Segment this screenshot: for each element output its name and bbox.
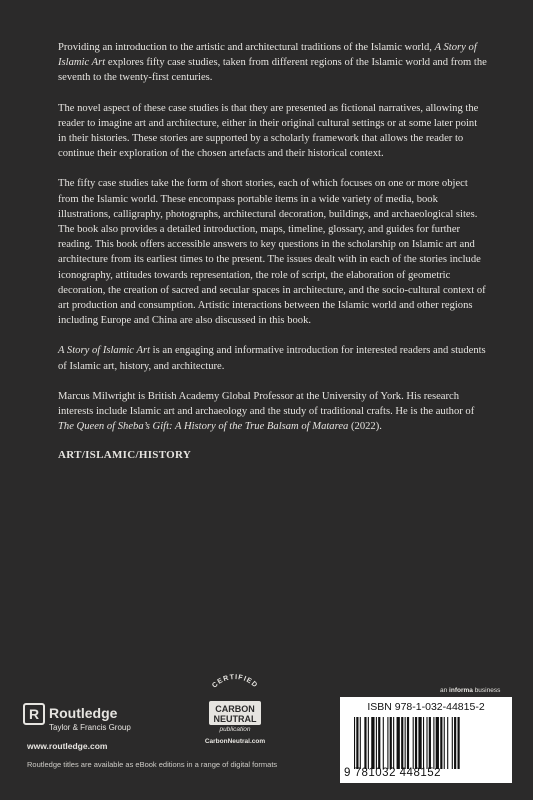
barcode-bar xyxy=(405,717,406,769)
barcode-bar xyxy=(418,717,421,769)
barcode-bar xyxy=(364,717,366,769)
barcode-bars xyxy=(354,717,498,769)
routledge-r-icon: R xyxy=(23,703,45,725)
barcode-digits: 9 781032 448152 xyxy=(344,767,442,779)
barcode-bar xyxy=(397,717,400,769)
barcode-bar xyxy=(376,717,377,769)
ebook-note: Routledge titles are available as eBook editions in a range of digital formats xyxy=(27,760,278,769)
publisher-url: www.routledge.com xyxy=(27,741,108,751)
barcode-bar xyxy=(360,717,361,769)
barcode-bar xyxy=(368,717,369,769)
carbon-seal-line1: CARBON xyxy=(215,704,255,714)
barcode-bar xyxy=(458,717,460,769)
subject-category: ART/ISLAMIC/HISTORY xyxy=(58,449,192,462)
informa-business-label: an informa business xyxy=(440,687,501,694)
paragraph-case-studies: The fifty case studies take the form of short stories, each of which focuses on one or more object from the Islamic world. These encompass portable items in a wide variety of media, book illustrations, calligraphy, photographs, architectural decoration, buildings, and archaeological sites. The book also provides a detailed introduction, maps, timeline, glossary, and guides for further reading. This book offers accessible answers to key questions in the scholarship on Islamic art and architecture from its earliest times to the present. The issues dealt with in each of the stories include iconography, attitudes towards representation, the role of script, the elaboration of geometric decoration, the creation of sacred and secular spaces in architecture, and the socio-cultural context of art production and consumption. Artistic interactions between the Islamic world and other regions including Europe and China are also discussed in this book. xyxy=(58,178,486,327)
other-book-title: The Queen of Sheba’s Gift: A History of the True Balsam of Matarea xyxy=(58,421,349,433)
barcode-bar xyxy=(407,717,409,769)
barcode-bar xyxy=(401,717,403,769)
barcode-bar xyxy=(387,717,388,769)
paragraph-narratives: The novel aspect of these case studies is that they are presented as fictional narratives, allowing the reader to imagine art and architecture, either in their original cultural settings or at some later point in their histories. These stories are supported by a scholarly framework that allows the reader to continue their exploration of the chosen artefacts and their historical context. xyxy=(58,102,479,160)
barcode-bar xyxy=(454,717,456,769)
barcode-bar xyxy=(447,717,448,769)
carbon-seal-top-text: CERTIFIED xyxy=(211,674,259,690)
barcode-bar xyxy=(393,717,394,769)
carbon-seal-line2: NEUTRAL xyxy=(213,714,257,724)
carbon-url: CarbonNeutral.com xyxy=(204,738,266,745)
author-bio: Marcus Milwright is British Academy Global Professor at the University of York. His research interests include Islamic art and archaeology and the study of traditional crafts. He is the author of The Queen of Sheba’s Gift: A History of the True Balsam of Matarea (2022). xyxy=(58,390,475,433)
barcode-bar xyxy=(415,717,417,769)
paragraph-intro: Providing an introduction to the artistic and architectural traditions of the Islamic world, A Story of Islamic Art explores fifty case studies, taken from different regions of the Islamic world and from the seventh to the twenty-first centuries. xyxy=(58,42,487,84)
isbn-label: ISBN 978-1-032-44815-2 xyxy=(367,701,485,713)
paragraph-summary: A Story of Islamic Art is an engaging and informative introduction for interested readers and students of Islamic art, history, and architecture. xyxy=(58,345,486,372)
barcode xyxy=(340,697,512,783)
barcode-bar xyxy=(433,717,434,769)
barcode-bar xyxy=(390,717,392,769)
barcode-bar xyxy=(436,717,439,769)
barcode-bar xyxy=(356,717,358,769)
book-title: A Story of Islamic Art xyxy=(58,345,151,357)
barcode-bar xyxy=(371,717,374,769)
barcode-bar xyxy=(354,717,355,769)
book-title: A Story of Islamic Art xyxy=(58,42,477,69)
svg-text:CERTIFIED xyxy=(211,674,259,690)
carbon-publication-label: publication xyxy=(219,726,251,733)
barcode-bar xyxy=(426,717,427,769)
barcode-bar xyxy=(383,717,384,769)
barcode-bar xyxy=(452,717,453,769)
barcode-bar xyxy=(429,717,431,769)
barcode-bar xyxy=(440,717,442,769)
publisher-group: Taylor & Francis Group xyxy=(49,723,131,732)
barcode-bar xyxy=(378,717,380,769)
publisher-name: Routledge xyxy=(49,705,118,721)
barcode-bar xyxy=(444,717,445,769)
back-cover-description xyxy=(58,40,488,464)
barcode-bar xyxy=(413,717,414,769)
barcode-bar xyxy=(423,717,424,769)
